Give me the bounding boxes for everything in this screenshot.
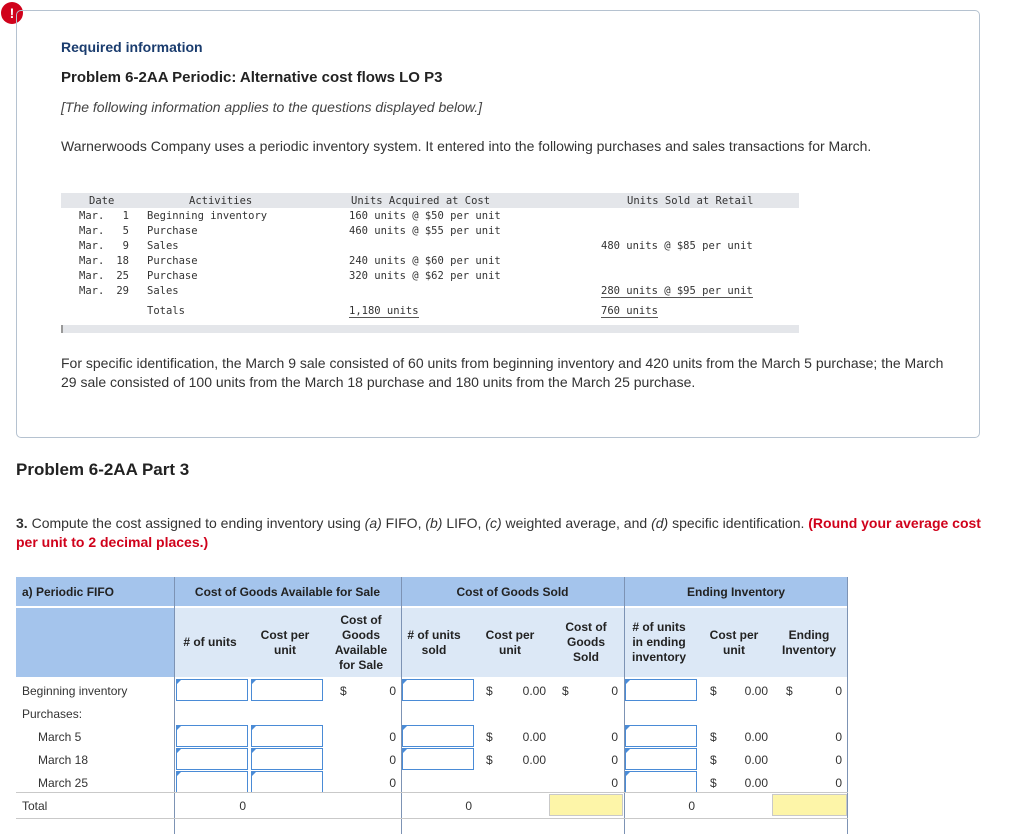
row-month: Mar. bbox=[79, 270, 105, 282]
question-part: LIFO, bbox=[442, 515, 486, 531]
beginning-cost-per-unit-ending: 0.00 bbox=[744, 684, 768, 698]
row-sold: 280 units @ $95 per unit bbox=[601, 285, 753, 297]
dollar-sign: $ bbox=[786, 684, 793, 698]
march5-cost-per-unit-input[interactable] bbox=[251, 725, 323, 747]
col-cost-per-unit: Cost per unit bbox=[260, 628, 310, 657]
column-divider bbox=[174, 577, 175, 834]
col-cost-per-unit-ending: Cost per unit bbox=[709, 628, 759, 657]
header-activities: Activities bbox=[189, 195, 253, 207]
march18-cost-available: 0 bbox=[389, 753, 396, 767]
total-units-ending: 0 bbox=[688, 799, 695, 813]
column-divider bbox=[847, 577, 848, 834]
problem-description: Warnerwoods Company uses a periodic inventory system. It entered into the following purchases and sales transactions for March. bbox=[61, 138, 872, 154]
totals-sold: 760 units bbox=[601, 305, 658, 317]
march5-cost-per-unit-sold: 0.00 bbox=[522, 730, 546, 744]
march5-cost-available: 0 bbox=[389, 730, 396, 744]
march5-units-ending-input[interactable] bbox=[625, 725, 697, 747]
header-units-sold: Units Sold at Retail bbox=[627, 195, 754, 207]
march5-ending-inventory: 0 bbox=[835, 730, 842, 744]
specific-identification-note: For specific identification, the March 9 sale consisted of 60 units from beginning inventory and 420 units from the March 5 purchase; the March 29 sale consisted of 100 units from the March 18 purchase and 180 units from the March 25 purchase. bbox=[61, 355, 944, 390]
col-units-sold: # of units sold bbox=[407, 628, 461, 657]
dollar-sign: $ bbox=[562, 684, 569, 698]
dollar-sign: $ bbox=[486, 730, 493, 744]
march25-units-input[interactable] bbox=[176, 771, 248, 793]
question-part: (d) bbox=[651, 515, 669, 531]
row-acquired: 320 units @ $62 per unit bbox=[349, 270, 501, 282]
row-day: 25 bbox=[116, 270, 129, 282]
row-month: Mar. bbox=[79, 225, 105, 237]
section-label: a) Periodic FIFO bbox=[22, 585, 115, 599]
col-cost-per-unit-sold: Cost per unit bbox=[485, 628, 535, 657]
beginning-units-input[interactable] bbox=[176, 679, 248, 701]
row-day: 29 bbox=[116, 285, 129, 297]
march25-units-ending-input[interactable] bbox=[625, 771, 697, 793]
march18-cost-per-unit-ending: 0.00 bbox=[744, 753, 768, 767]
dollar-sign: $ bbox=[340, 684, 347, 698]
march25-cost-available: 0 bbox=[389, 776, 396, 790]
row-acquired: 240 units @ $60 per unit bbox=[349, 255, 501, 267]
row-label-total: Total bbox=[22, 799, 48, 813]
total-units-sold: 0 bbox=[465, 799, 472, 813]
dollar-sign: $ bbox=[710, 753, 717, 767]
row-label-march5: March 5 bbox=[38, 730, 82, 744]
beginning-units-sold-input[interactable] bbox=[402, 679, 474, 701]
required-information-heading: Required information bbox=[61, 39, 203, 55]
march18-units-input[interactable] bbox=[176, 748, 248, 770]
transactions-table bbox=[61, 193, 799, 333]
exclamation-icon: ! bbox=[1, 2, 23, 24]
row-activity: Purchase bbox=[147, 270, 198, 282]
beginning-units-ending-input[interactable] bbox=[625, 679, 697, 701]
march25-cost-per-unit-input[interactable] bbox=[251, 771, 323, 793]
question-part: (c) bbox=[485, 515, 502, 531]
dollar-sign: $ bbox=[710, 730, 717, 744]
beginning-cost-available: 0 bbox=[389, 684, 396, 698]
march25-ending-inventory: 0 bbox=[835, 776, 842, 790]
question-part: (b) bbox=[425, 515, 443, 531]
total-units: 0 bbox=[239, 799, 246, 813]
march5-cost-per-unit-ending: 0.00 bbox=[744, 730, 768, 744]
row-label-beginning: Beginning inventory bbox=[22, 684, 128, 698]
header-units-acquired: Units Acquired at Cost bbox=[351, 195, 491, 207]
row-activity: Purchase bbox=[147, 255, 198, 267]
row-day: 1 bbox=[122, 210, 129, 222]
march5-units-input[interactable] bbox=[176, 725, 248, 747]
question-part: FIFO, bbox=[381, 515, 426, 531]
beginning-ending-inventory: 0 bbox=[835, 684, 842, 698]
column-divider bbox=[401, 577, 402, 834]
row-acquired: 460 units @ $55 per unit bbox=[349, 225, 501, 237]
march5-cogs: 0 bbox=[611, 730, 618, 744]
march18-ending-inventory: 0 bbox=[835, 753, 842, 767]
row-month: Mar. bbox=[79, 285, 105, 297]
question-part: specific identification. bbox=[668, 515, 809, 531]
beginning-cost-per-unit-sold: 0.00 bbox=[522, 684, 546, 698]
label-header-band bbox=[16, 608, 174, 677]
total-divider bbox=[16, 792, 848, 793]
bottom-divider bbox=[16, 818, 848, 819]
row-label-purchases: Purchases: bbox=[22, 707, 83, 721]
row-label-march18: March 18 bbox=[38, 753, 89, 767]
row-month: Mar. bbox=[79, 255, 105, 267]
group-cost-available: Cost of Goods Available for Sale bbox=[194, 585, 381, 599]
march18-units-sold-input[interactable] bbox=[402, 748, 474, 770]
col-cost-available: Cost of Goods Available for Sale bbox=[334, 613, 388, 672]
column-divider bbox=[624, 577, 625, 834]
row-activity: Beginning inventory bbox=[147, 210, 268, 222]
row-acquired: 160 units @ $50 per unit bbox=[349, 210, 501, 222]
row-day: 9 bbox=[122, 240, 129, 252]
dollar-sign: $ bbox=[710, 684, 717, 698]
totals-label: Totals bbox=[147, 305, 185, 317]
totals-acquired: 1,180 units bbox=[349, 305, 419, 317]
fifo-worksheet bbox=[16, 577, 848, 834]
row-month: Mar. bbox=[79, 240, 105, 252]
rounding-instruction: (Round your average cost per unit to 2 decimal places.) bbox=[16, 515, 981, 550]
march18-cost-per-unit-input[interactable] bbox=[251, 748, 323, 770]
question-part: Compute the cost assigned to ending inventory using bbox=[27, 515, 365, 531]
header-date: Date bbox=[89, 195, 115, 207]
question-text bbox=[16, 514, 986, 552]
dollar-sign: $ bbox=[486, 684, 493, 698]
beginning-cost-per-unit-input[interactable] bbox=[251, 679, 323, 701]
march18-units-ending-input[interactable] bbox=[625, 748, 697, 770]
group-cost-sold: Cost of Goods Sold bbox=[456, 585, 569, 599]
march25-cogs: 0 bbox=[611, 776, 618, 790]
row-month: Mar. bbox=[79, 210, 105, 222]
col-units-ending: # of units in ending inventory bbox=[631, 620, 686, 664]
row-sold: 480 units @ $85 per unit bbox=[601, 240, 753, 252]
march18-cost-per-unit-sold: 0.00 bbox=[522, 753, 546, 767]
part-title: Problem 6-2AA Part 3 bbox=[16, 460, 190, 479]
row-activity: Sales bbox=[147, 285, 179, 297]
col-ending-inventory: Ending Inventory bbox=[781, 628, 836, 657]
question-part: weighted average, and bbox=[501, 515, 652, 531]
dollar-sign: $ bbox=[486, 753, 493, 767]
question-part: (a) bbox=[364, 515, 382, 531]
info-note: [The following information applies to the questions displayed below.] bbox=[61, 99, 483, 115]
total-ending-highlight bbox=[772, 794, 847, 816]
col-cogs: Cost of Goods Sold bbox=[565, 620, 607, 664]
col-units: # of units bbox=[183, 635, 237, 649]
transactions-footer-band bbox=[61, 325, 799, 333]
question-number: 3. bbox=[16, 515, 28, 531]
march5-units-sold-input[interactable] bbox=[402, 725, 474, 747]
dollar-sign: $ bbox=[710, 776, 717, 790]
march18-cogs: 0 bbox=[611, 753, 618, 767]
total-cogs-highlight bbox=[549, 794, 623, 816]
group-ending-inventory: Ending Inventory bbox=[686, 585, 785, 599]
row-day: 18 bbox=[116, 255, 129, 267]
row-label-march25: March 25 bbox=[38, 776, 89, 790]
row-day: 5 bbox=[122, 225, 129, 237]
problem-title: Problem 6-2AA Periodic: Alternative cost flows LO P3 bbox=[61, 69, 443, 86]
row-activity: Sales bbox=[147, 240, 179, 252]
beginning-cogs: 0 bbox=[611, 684, 618, 698]
required-information-panel bbox=[16, 10, 980, 438]
march25-cost-per-unit-ending: 0.00 bbox=[744, 776, 768, 790]
row-activity: Purchase bbox=[147, 225, 198, 237]
